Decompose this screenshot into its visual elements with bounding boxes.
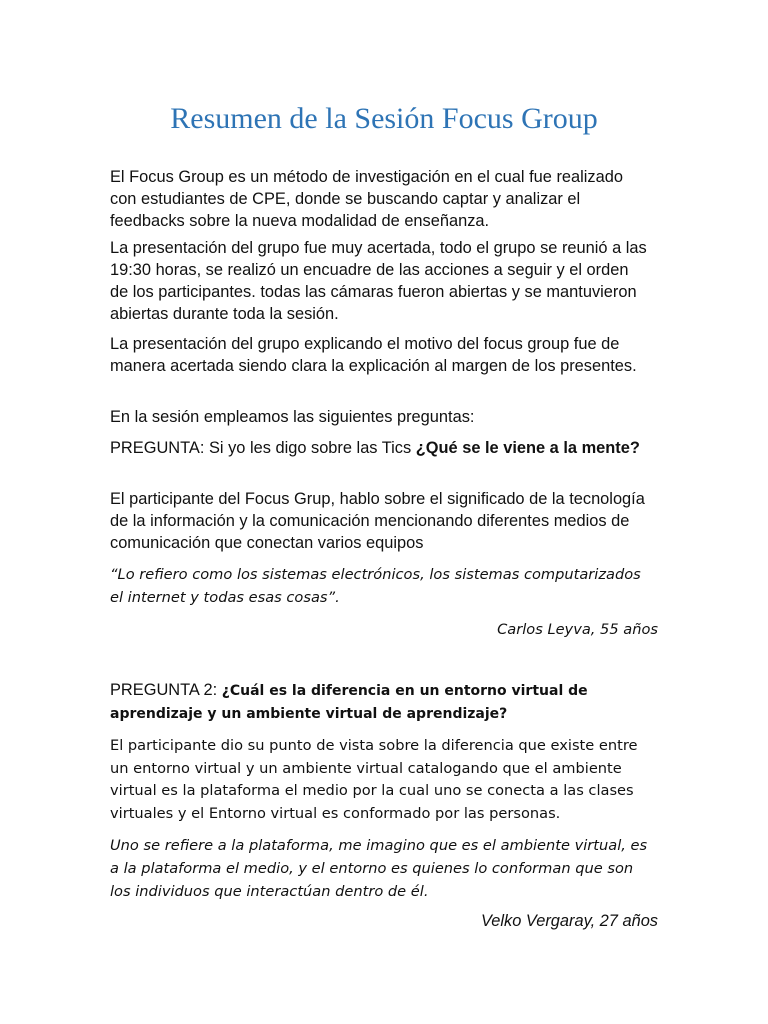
question-1-answer: El participante del Focus Grup, hablo sobre el significado de la tecnología de la información y la comunicación mencionando diferentes medios de comunicación que conectan varios equipos bbox=[110, 490, 645, 552]
question-1-quote: “Lo refiero como los sistemas electrónicos, los sistemas computarizados el internet y todas esas cosas”. bbox=[110, 566, 641, 606]
question-1-text: ¿Qué se le viene a la mente? bbox=[415, 439, 640, 457]
question-1 bbox=[110, 437, 650, 459]
question-2-text: ¿Cuál es la diferencia en un entorno virtual de aprendizaje y un ambiente virtual de aprendizaje? bbox=[110, 683, 588, 722]
question-2-label: PREGUNTA 2: bbox=[110, 681, 222, 699]
questions-intro: En la sesión empleamos las siguientes preguntas: bbox=[110, 408, 475, 426]
question-1-label: PREGUNTA: Si yo les digo sobre las Tics bbox=[110, 439, 416, 457]
question-2-answer: El participante dio su punto de vista sobre la diferencia que existe entre un entorno virtual y un ambiente virtual catalogando que el ambiente virtual es la plataforma el medio por la cual uno se conecta a las clases virtuales y el Entorno virtual es conformado por las personas. bbox=[110, 737, 638, 822]
question-1-attribution: Carlos Leyva, 55 años bbox=[497, 621, 658, 638]
question-2 bbox=[110, 679, 658, 725]
document-title: Resumen de la Sesión Focus Group bbox=[170, 102, 598, 135]
question-2-attribution: Velko Vergaray, 27 años bbox=[480, 912, 658, 930]
presentation-paragraph: La presentación del grupo fue muy acertada, todo el grupo se reunió a las 19:30 horas, se realizó un encuadre de las acciones a seguir y el orden de los participantes. todas las cámaras fueron abiertas y se mantuvieron abiertas durante toda la sesión. bbox=[110, 239, 647, 323]
question-2-quote: Uno se refiere a la plataforma, me imagino que es el ambiente virtual, es a la plataforma el medio, y el entorno es quienes lo conforman que son los individuos que interactúan dentro de él. bbox=[110, 837, 648, 900]
explanation-paragraph: La presentación del grupo explicando el motivo del focus group fue de manera acertada siendo clara la explicación al margen de los presentes. bbox=[110, 335, 637, 375]
intro-paragraph: El Focus Group es un método de investigación en el cual fue realizado con estudiantes de CPE, donde se buscando captar y analizar el feedbacks sobre la nueva modalidad de enseñanza. bbox=[110, 168, 623, 230]
